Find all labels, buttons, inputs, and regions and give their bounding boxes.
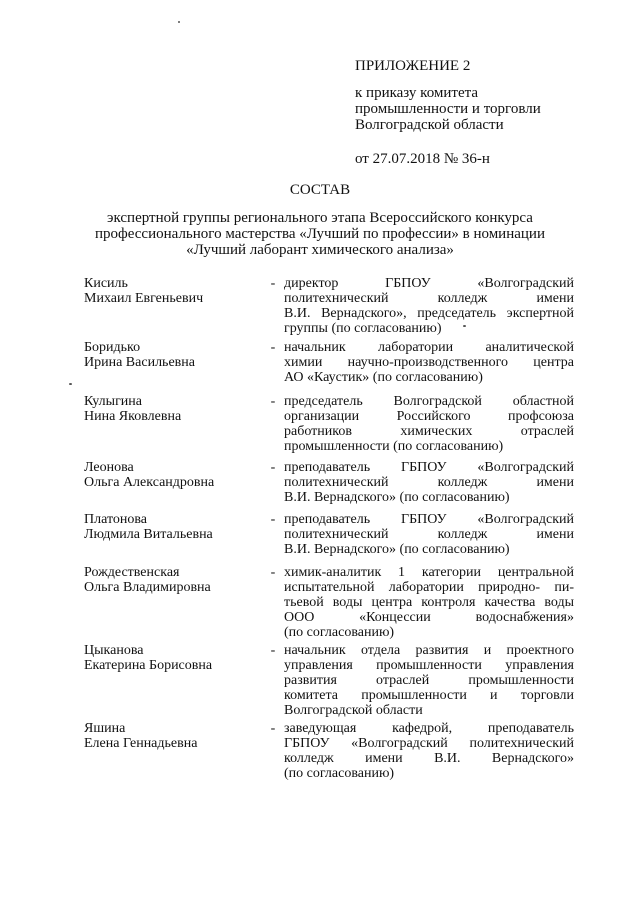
- member-role-line: химик-аналитик 1 категории центральной: [284, 565, 574, 580]
- member-role-line: химии научно-производственного центра: [284, 355, 574, 370]
- member-surname: Платонова: [84, 512, 148, 527]
- appendix-date: от 27.07.2018 № 36-н: [355, 151, 490, 167]
- member-role: [284, 394, 574, 454]
- member-role-line: промышленности (по согласованию): [284, 439, 504, 454]
- member-role: [284, 276, 574, 336]
- appendix-order: [355, 85, 595, 133]
- member-role: [284, 340, 574, 385]
- member-row: [84, 340, 574, 385]
- member-role-line: политехнический колледж имени: [284, 291, 574, 306]
- member-role-line: В.И. Вернадского» (по согласованию): [284, 542, 510, 557]
- appendix-block: [355, 58, 595, 167]
- member-name: [84, 276, 262, 306]
- member-role-line: (по согласованию): [284, 625, 395, 640]
- member-role-line: председатель Волгоградской областной: [284, 394, 574, 409]
- member-role: [284, 565, 574, 640]
- member-role-line: работников химических отраслей: [284, 424, 574, 439]
- member-given-names: Ирина Васильевна: [84, 355, 195, 370]
- member-role-line: колледж имени В.И. Вернадского»: [284, 751, 574, 766]
- member-role-line: преподаватель ГБПОУ «Волгоградский: [284, 512, 574, 527]
- member-role-line: организации Российского профсоюза: [284, 409, 574, 424]
- member-dash: -: [270, 340, 276, 355]
- member-role-line: заведующая кафедрой, преподаватель: [284, 721, 574, 736]
- member-role: [284, 512, 574, 557]
- member-dash: -: [270, 460, 276, 475]
- member-surname: Леонова: [84, 460, 134, 475]
- member-surname: Цыканова: [84, 643, 144, 658]
- heading-title: СОСТАВ: [289, 182, 351, 198]
- member-given-names: Людмила Витальевна: [84, 527, 213, 542]
- member-dash: -: [270, 643, 276, 658]
- member-surname: Яшина: [84, 721, 126, 736]
- member-role-line: управления промышленности управления: [284, 658, 574, 673]
- member-row: [84, 721, 574, 781]
- member-role-line: В.И. Вернадского», председатель экспертной: [284, 306, 574, 321]
- heading-line: экспертной группы регионального этапа Всероссийского конкурса: [107, 210, 533, 226]
- scan-speck: [69, 383, 72, 385]
- heading-line: профессионального мастерства «Лучший по профессии» в номинации: [95, 226, 545, 242]
- member-role-line: развития отраслей промышленности: [284, 673, 574, 688]
- heading-line: «Лучший лаборант химического анализа»: [186, 242, 454, 258]
- member-name: [84, 340, 262, 370]
- member-name: [84, 394, 262, 424]
- member-role: [284, 460, 574, 505]
- appendix-order-line: Волгоградской области: [355, 117, 504, 133]
- member-role: [284, 643, 574, 718]
- member-row: [84, 512, 574, 557]
- member-role-line: ООО «Концессии водоснабжения»: [284, 610, 574, 625]
- member-row: [84, 276, 574, 336]
- appendix-order-line: к приказу комитета: [355, 85, 479, 101]
- member-name: [84, 512, 262, 542]
- member-surname: Кулыгина: [84, 394, 143, 409]
- appendix-title: ПРИЛОЖЕНИЕ 2: [355, 58, 471, 74]
- member-dash: -: [270, 565, 276, 580]
- member-given-names: Ольга Александровна: [84, 475, 215, 490]
- member-surname: Боридько: [84, 340, 141, 355]
- scan-speck: [178, 21, 180, 23]
- member-name: [84, 460, 262, 490]
- member-role-line: директор ГБПОУ «Волгоградский: [284, 276, 574, 291]
- member-dash: -: [270, 276, 276, 291]
- member-surname: Рождественская: [84, 565, 180, 580]
- member-role-line: тьевой воды центра контроля качества воды: [284, 595, 574, 610]
- member-dash: -: [270, 394, 276, 409]
- member-given-names: Екатерина Борисовна: [84, 658, 213, 673]
- member-name: [84, 643, 262, 673]
- member-role-line: комитета промышленности и торговли: [284, 688, 574, 703]
- member-name: [84, 565, 262, 595]
- member-role-line: группы (по согласованию): [284, 321, 442, 336]
- member-role-line: политехнический колледж имени: [284, 475, 574, 490]
- member-dash: -: [270, 512, 276, 527]
- member-row: [84, 460, 574, 505]
- member-given-names: Елена Геннадьевна: [84, 736, 198, 751]
- appendix-order-line: промышленности и торговли: [355, 101, 541, 117]
- member-name: [84, 721, 262, 751]
- member-given-names: Ольга Владимировна: [84, 580, 211, 595]
- member-role: [284, 721, 574, 781]
- member-row: [84, 394, 574, 454]
- member-row: [84, 643, 574, 718]
- member-role-line: начальник отдела развития и проектного: [284, 643, 574, 658]
- member-role-line: Волгоградской области: [284, 703, 423, 718]
- member-role-line: АО «Каустик» (по согласованию): [284, 370, 483, 385]
- member-role-line: (по согласованию): [284, 766, 395, 781]
- member-given-names: Михаил Евгеньевич: [84, 291, 204, 306]
- document-heading: [60, 182, 580, 258]
- member-role-line: ГБПОУ «Волгоградский политехнический: [284, 736, 574, 751]
- member-dash: -: [270, 721, 276, 736]
- member-surname: Кисиль: [84, 276, 128, 291]
- member-role-line: политехнический колледж имени: [284, 527, 574, 542]
- scan-speck: [463, 325, 466, 327]
- member-role-line: испытательной лаборатории природно- пи-: [284, 580, 574, 595]
- member-role-line: В.И. Вернадского» (по согласованию): [284, 490, 510, 505]
- member-row: [84, 565, 574, 640]
- member-role-line: преподаватель ГБПОУ «Волгоградский: [284, 460, 574, 475]
- member-given-names: Нина Яковлевна: [84, 409, 182, 424]
- member-role-line: начальник лаборатории аналитической: [284, 340, 574, 355]
